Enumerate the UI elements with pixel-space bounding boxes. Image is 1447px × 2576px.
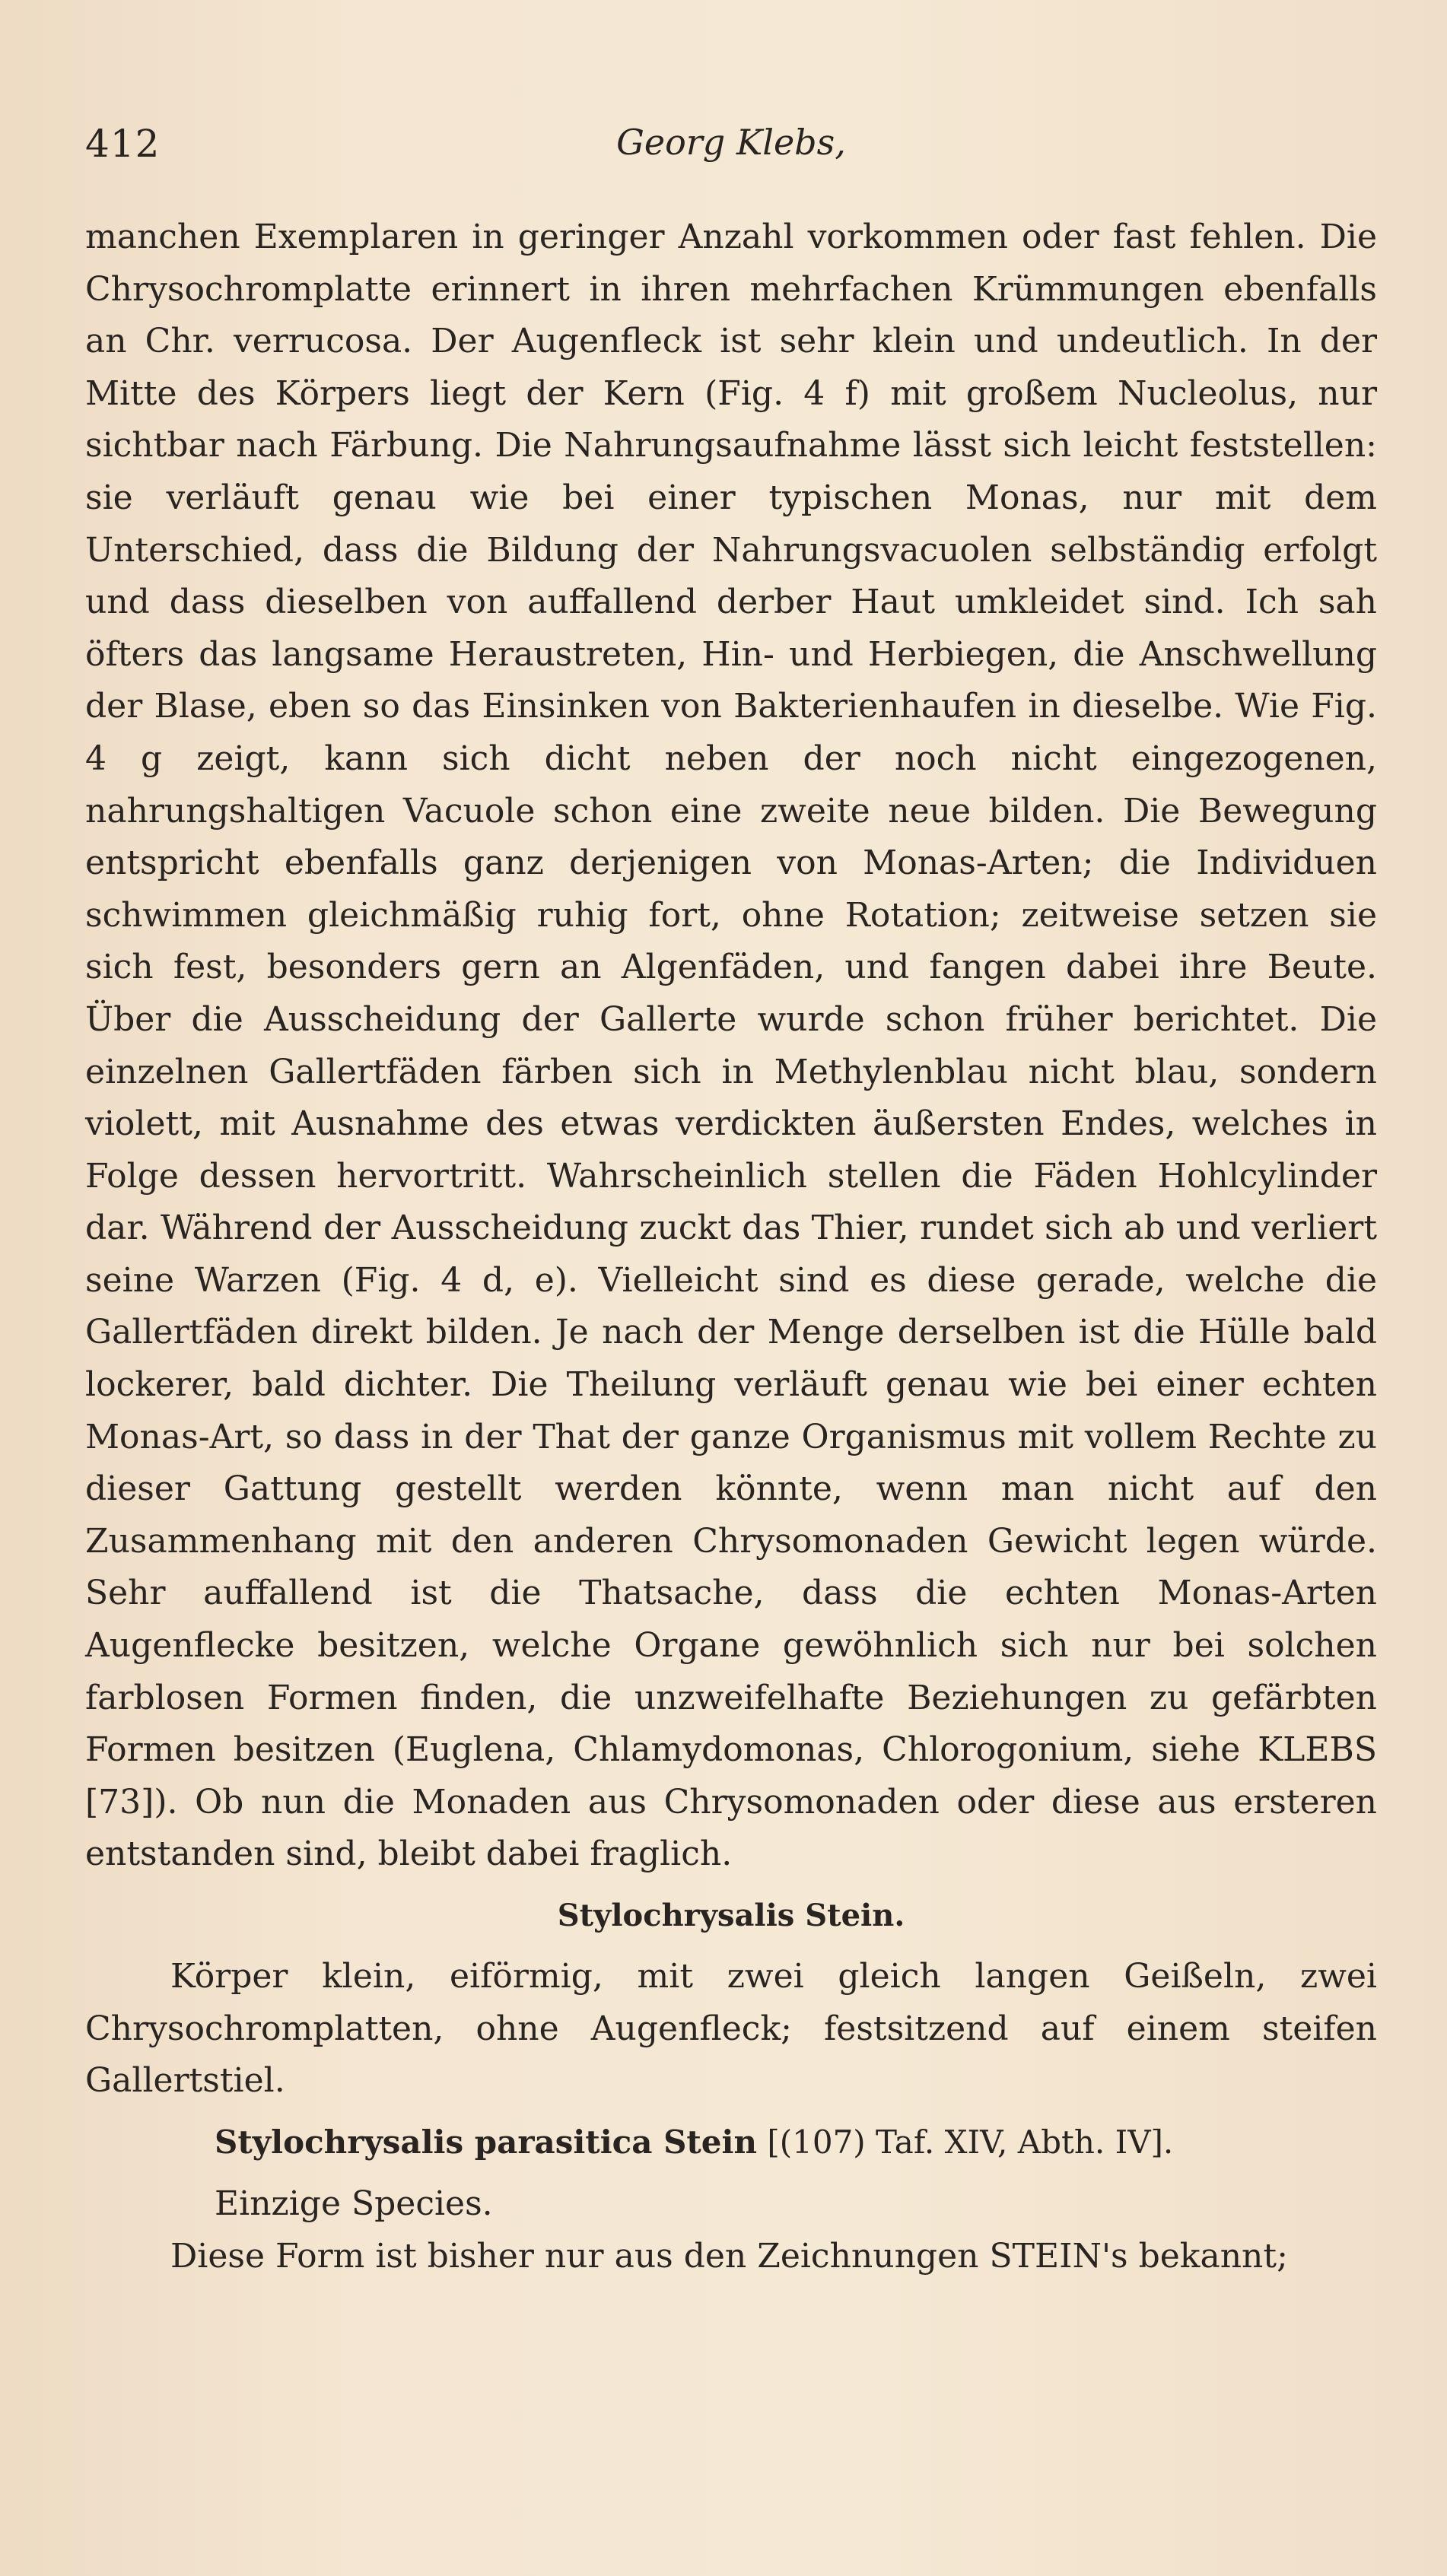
paragraph-monas-description: manchen Exemplaren in geringer Anzahl vorkommen oder fast fehlen. Die Chrysochromplatte erinnert in ihren mehrfachen Krümmungen ebenfalls an Chr. verrucosa. Der Augenfleck ist sehr klein und undeutlich. In der Mitte des Körpers liegt der Kern (Fig. 4 f) mit großem Nucleolus, nur sichtbar nach Färbung. Die Nahrungsaufnahme lässt sich leicht feststellen: sie verläuft genau wie bei einer typischen Monas, nur mit dem Unterschied, dass die Bildung der Nahrungsvacuolen selbständig erfolgt und dass dieselben von auffallend derber Haut umkleidet sind. Ich sah öfters das langsame Heraustreten, Hin- und Herbiegen, die Anschwellung der Blase, eben so das Einsinken von Bakterienhaufen in dieselbe. Wie Fig. 4 g zeigt, kann sich dicht neben der noch nicht eingezogenen, nahrungshaltigen Vacuole schon eine zweite neue bilden. Die Bewegung entspricht ebenfalls ganz derjenigen von Monas-Arten; die Individuen schwimmen gleichmäßig ruhig fort, ohne Rotation; zeitweise setzen sie sich fest, besonders gern an Algenfäden, und fangen dabei ihre Beute. Über die Ausscheidung der Gallerte wurde schon früher berichtet. Die einzelnen Gallertfäden färben sich in Methylenblau nicht blau, sondern violett, mit Ausnahme des etwas verdickten äußersten Endes, welches in Folge dessen hervortritt. Wahrscheinlich stellen die Fäden Hohlcylinder dar. Während der Ausscheidung zuckt das Thier, rundet sich ab und verliert seine Warzen (Fig. 4 d, e). Vielleicht sind es diese gerade, welche die Gallertfäden direkt bilden. Je nach der Menge derselben ist die Hülle bald lockerer, bald dichter. Die Theilung verläuft genau wie bei einer echten Monas-Art, so dass in der That der ganze Organismus mit vollem Rechte zu dieser Gattung gestellt werden könnte, wenn man nicht auf den Zusammenhang mit den anderen Chrysomonaden Gewicht legen würde. Sehr auffallend ist die Thatsache, dass die echten Monas-Arten Augenflecke besitzen, welche Organe gewöhnlich sich nur bei solchen farblosen Formen finden, die unzweifelhafte Beziehungen zu gefärbten Formen besitzen (Euglena, Chlamydomonas, Chlorogonium, siehe KLEBS [73]). Ob nun die Monaden aus Chrysomonaden oder diese aus ersteren entstanden sind, bleibt dabei fraglich. [85, 218, 1377, 1874]
single-species-note: Einzige Species. [215, 2184, 493, 2223]
page-body [85, 211, 1377, 2282]
species-line [85, 2107, 1377, 2177]
genus-description: Körper klein, eiförmig, mit zwei gleich langen Geißeln, zwei Chrysochromplatten, ohne Augenfleck; festsitzend auf einem steifen Gallertstiel. [85, 1957, 1377, 2101]
running-head: Georg Klebs, [616, 122, 846, 163]
closing-line: Diese Form ist bisher nur aus den Zeichnungen STEIN's bekannt; [170, 2236, 1288, 2276]
page-header [85, 122, 1377, 175]
page-number: 412 [85, 122, 161, 166]
section-heading: Stylochrysalis Stein. [557, 1898, 905, 1933]
species-reference: [(107) Taf. XIV, Abth. IV]. [757, 2123, 1174, 2161]
species-name: Stylochrysalis parasitica Stein [215, 2123, 758, 2161]
